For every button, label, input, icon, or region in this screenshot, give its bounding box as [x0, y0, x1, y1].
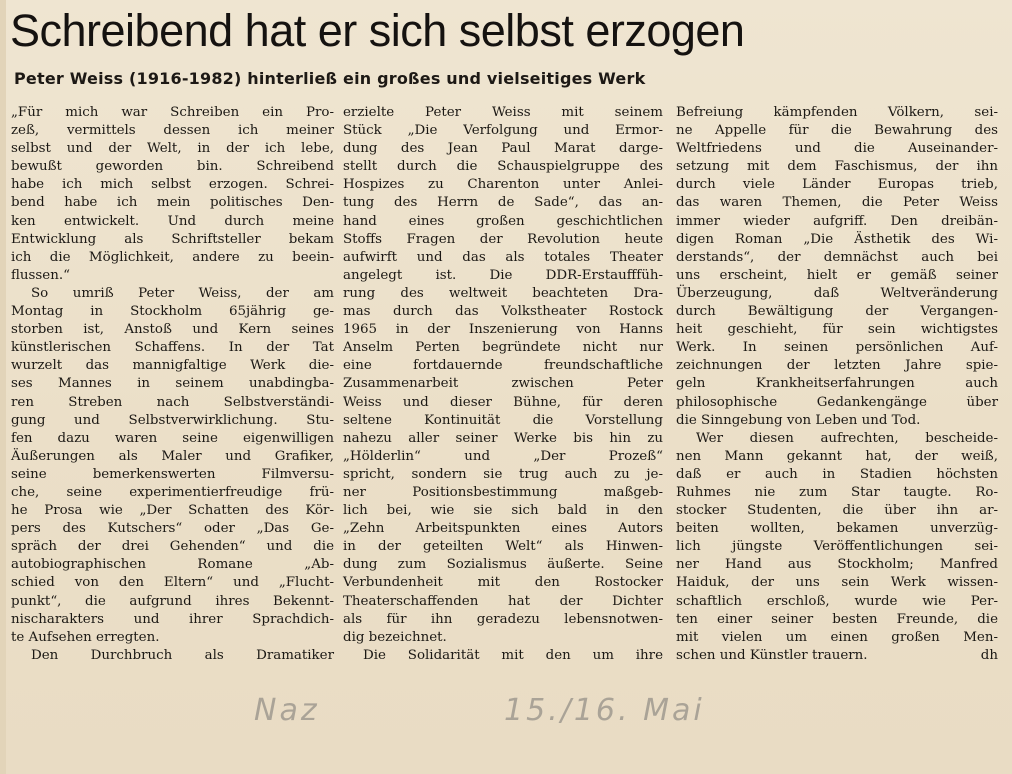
text-line: „Zehn Arbeitspunkten eines Autors [343, 521, 663, 537]
text-line: he Prosa wie „Der Schatten des Kör- [11, 503, 334, 519]
paragraph [343, 647, 663, 665]
handwritten-date-note: 15./16. Mai [504, 693, 705, 728]
text-line: mit vielen um einen großen Men- [676, 629, 998, 645]
paragraph [11, 647, 334, 665]
text-line: in der geteilten Welt“ als Hinwen- [343, 539, 663, 555]
text-line: immer wieder aufgriff. Den dreibän- [676, 213, 998, 229]
text-line: spräch der drei Gehenden“ und die [11, 539, 334, 555]
text-line: dig bezeichnet. [343, 629, 447, 645]
text-line: Zusammenarbeit zwischen Peter [343, 376, 663, 392]
text-line: Stoffs Fragen der Revolution heute [343, 231, 663, 247]
text-line: lich bei, wie sie sich bald in den [343, 503, 663, 519]
text-line: daß er auch in Stadien höchsten [676, 466, 998, 482]
text-line: mas durch das Volkstheater Rostock [343, 304, 663, 320]
headline: Schreibend hat er sich selbst erzogen [10, 5, 745, 56]
text-line: dung zum Sozialismus äußerte. Seine [343, 557, 663, 573]
paragraph [343, 104, 663, 647]
article-column-3 [676, 104, 998, 665]
text-line: tung des Herrn de Sade“, das an- [343, 195, 663, 211]
text-line: durch Bewältigung der Vergangen- [676, 304, 998, 320]
text-line: angelegt ist. Die DDR-Erstaufffüh- [343, 267, 663, 283]
text-line: ses Mannes in seinem unabdingba- [11, 376, 334, 392]
paragraph [676, 104, 998, 430]
text-line: Befreiung kämpfenden Völkern, sei- [676, 105, 998, 120]
text-line: Theaterschaffenden hat der Dichter [343, 593, 663, 609]
text-line: So umriß Peter Weiss, der am [31, 285, 334, 301]
text-line: 1965 in der Inszenierung von Hanns [343, 322, 663, 338]
text-line: nen Mann gekannt hat, der weiß, [676, 448, 998, 464]
text-line: „Für mich war Schreiben ein Pro- [11, 105, 334, 120]
text-line: Anselm Perten begründete nicht nur [343, 340, 663, 356]
text-line: punkt“, die aufgrund ihres Bekennt- [11, 593, 334, 609]
text-line: ren Streben nach Selbstverständi- [11, 394, 334, 410]
text-line: Die Solidarität mit den um ihre [363, 647, 663, 663]
text-line: Verbundenheit mit den Rostocker [343, 575, 663, 591]
text-line: das waren Themen, die Peter Weiss [676, 195, 998, 211]
text-line: spricht, sondern sie trug auch zu je- [343, 466, 663, 482]
text-line: bend habe ich mein politisches Den- [11, 195, 334, 211]
text-line: Äußerungen als Maler und Grafiker, [11, 448, 334, 464]
text-line: heit geschieht, für sein wichtigstes [676, 322, 998, 338]
text-line: künstlerischen Schaffens. In der Tat [11, 340, 334, 356]
text-line: ten einer seiner besten Freunde, die [676, 611, 998, 627]
subheadline: Peter Weiss (1916-1982) hinterließ ein großes und vielseitiges Werk [14, 69, 646, 88]
text-line: habe ich mich selbst erzogen. Schrei- [11, 177, 334, 193]
text-line: beiten wollten, bekamen unverzüg- [676, 521, 998, 537]
paragraph [676, 430, 998, 665]
text-line: ich die Möglichkeit, andere zu beein- [11, 249, 334, 265]
text-line: „Hölderlin“ und „Der Prozeß“ [343, 448, 663, 464]
text-line: storben ist, Anstoß und Kern seines [11, 322, 334, 338]
text-line: Werk. In seinen persönlichen Auf- [676, 340, 998, 356]
text-line: als für ihn geradezu lebensnotwen- [343, 611, 663, 627]
text-line: Überzeugung, daß Weltveränderung [676, 285, 998, 301]
text-line: ner Hand aus Stockholm; Manfred [676, 557, 998, 573]
text-line: ner Positionsbestimmung maßgeb- [343, 484, 663, 500]
text-line: philosophische Gedankengänge über [676, 394, 998, 410]
author-signature: dh [980, 647, 998, 663]
text-line: geln Krankheitserfahrungen auch [676, 376, 998, 392]
text-line: eine fortdauernde freundschaftliche [343, 358, 663, 374]
article-column-2 [343, 104, 663, 665]
clipping-edge [0, 0, 6, 774]
text-line: Haiduk, der uns sein Werk wissen- [676, 575, 998, 591]
text-line: Montag in Stockholm 65jährig ge- [11, 304, 334, 320]
text-line: seine bemerkenswerten Filmversu- [11, 466, 334, 482]
text-line: pers des Kutschers“ oder „Das Ge- [11, 521, 334, 537]
text-line: fen dazu waren seine eigenwilligen [11, 430, 334, 446]
text-line: uns erscheint, hielt er gemäß seiner [676, 267, 998, 283]
text-line: lich jüngste Veröffentlichungen sei- [676, 539, 998, 555]
text-line: stellt durch die Schauspielgruppe des [343, 159, 663, 175]
text-line: hand eines großen geschichtlichen [343, 213, 663, 229]
text-line: te Aufsehen erregten. [11, 629, 160, 645]
text-line: selbst und der Welt, in der ich lebe, [11, 141, 334, 157]
text-line: aufwirft und das als totales Theater [343, 249, 663, 265]
text-line: wurzelt das mannigfaltige Werk die- [11, 358, 334, 374]
text-line [676, 647, 998, 665]
paragraph-quote [11, 104, 334, 285]
text-line: nahezu aller seiner Werke bis hin zu [343, 430, 663, 446]
paragraph [11, 285, 334, 647]
text-line: stocker Studenten, die über ihn ar- [676, 503, 998, 519]
text-line: rung des weltweit beachteten Dra- [343, 285, 663, 301]
text-line: gung und Selbstverwirklichung. Stu- [11, 412, 334, 428]
text-line: Wer diesen aufrechten, bescheide- [696, 430, 998, 446]
text-line: che, seine experimentierfreudige frü- [11, 484, 334, 500]
text-line: zeichnungen der letzten Jahre spie- [676, 358, 998, 374]
text-line: die Sinngebung von Leben und Tod. [676, 412, 921, 428]
text-line: nischarakters und ihrer Sprachdich- [11, 611, 334, 627]
text-line: schied von den Eltern“ und „Flucht- [11, 575, 334, 591]
text-line: seltene Kontinuität die Vorstellung [343, 412, 663, 428]
text-line: Entwicklung als Schriftsteller bekam [11, 231, 334, 247]
text-line: erzielte Peter Weiss mit seinem [343, 105, 663, 120]
text-line: bewußt geworden bin. Schreibend [11, 159, 334, 175]
text-line: Hospizes zu Charenton unter Anlei- [343, 177, 663, 193]
text-line: schaftlich erschloß, wurde wie Per- [676, 593, 998, 609]
final-sentence: schen und Künstler trauern. [676, 647, 868, 663]
text-line: flussen.“ [11, 267, 70, 283]
text-line: durch viele Länder Europas trieb, [676, 177, 998, 193]
text-line: Stück „Die Verfolgung und Ermor- [343, 123, 663, 139]
text-line: Den Durchbruch als Dramatiker [31, 647, 334, 663]
text-line: setzung mit dem Faschismus, der ihn [676, 159, 998, 175]
text-line: ken entwickelt. Und durch meine [11, 213, 334, 229]
article-column-1 [11, 104, 334, 665]
text-line: Weltfriedens und die Auseinander- [676, 141, 998, 157]
text-line: dung des Jean Paul Marat darge- [343, 141, 663, 157]
text-line: digen Roman „Die Ästhetik des Wi- [676, 231, 998, 247]
text-line: zeß, vermittels dessen ich meiner [11, 123, 334, 139]
text-line: derstands“, der demnächst auch bei [676, 249, 998, 265]
text-line: Weiss und dieser Bühne, für deren [343, 394, 663, 410]
text-line: Ruhmes nie zum Star taugte. Ro- [676, 484, 998, 500]
text-line: autobiographischen Romane „Ab- [11, 557, 334, 573]
text-line: ne Appelle für die Bewahrung des [676, 123, 998, 139]
handwritten-source-note: Naz [254, 693, 320, 728]
